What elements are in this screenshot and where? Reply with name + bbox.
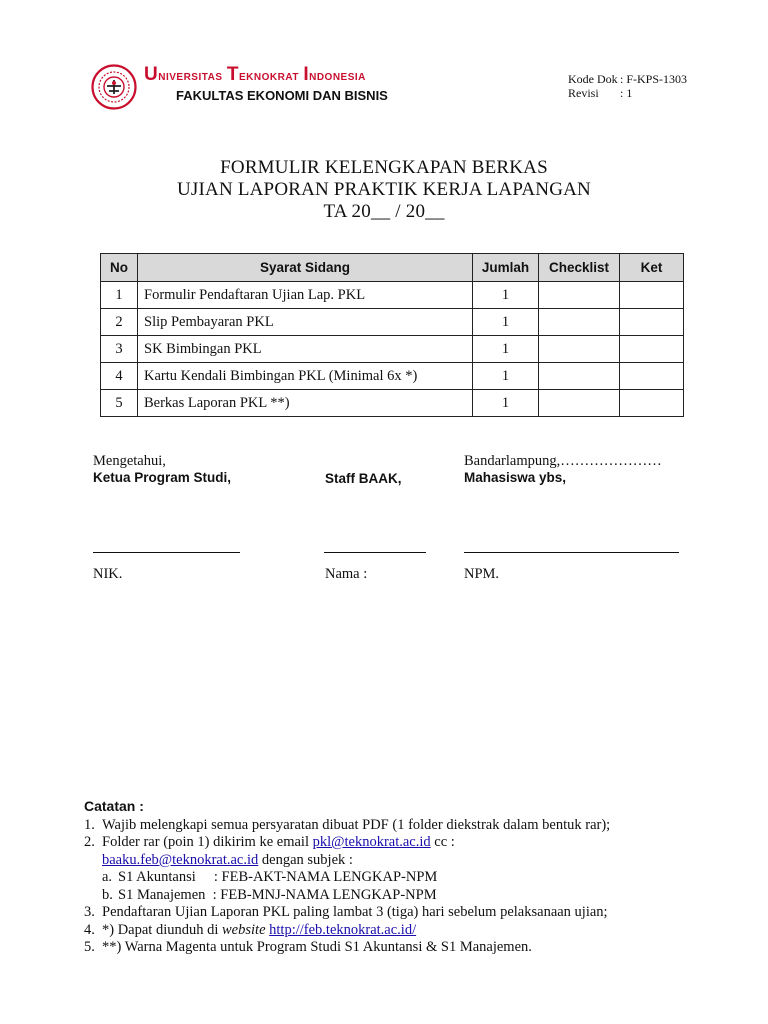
- signature-right-id: NPM.: [464, 566, 500, 582]
- doc-code-value: : F-KPS-1303: [620, 72, 688, 86]
- signature-right-role: Mahasiswa ybs,: [464, 470, 567, 485]
- cell-no: 3: [101, 336, 138, 363]
- cell-ket[interactable]: [620, 309, 684, 336]
- cell-jumlah: 1: [473, 309, 539, 336]
- table-row: [101, 363, 684, 390]
- table-row: [101, 336, 684, 363]
- cell-no: 5: [101, 390, 138, 417]
- faculty-name: FAKULTAS EKONOMI DAN BISNIS: [176, 88, 388, 103]
- table-row: [101, 390, 684, 417]
- email-link-baaku[interactable]: baaku.feb@teknokrat.ac.id: [102, 851, 259, 868]
- list-item: 5. **) Warna Magenta untuk Program Studi S1 Akuntansi & S1 Manajemen.: [84, 939, 532, 955]
- cell-ket[interactable]: [620, 336, 684, 363]
- list-item-continuation: baaku.feb@teknokrat.ac.id dengan subjek :: [102, 851, 353, 868]
- table-row: [101, 309, 684, 336]
- header-checklist: Checklist: [539, 254, 620, 282]
- list-item: 1. Wajib melengkapi semua persyaratan dibuat PDF (1 folder diekstrak dalam bentuk rar);: [84, 816, 611, 833]
- cell-checklist[interactable]: [539, 390, 620, 417]
- cell-no: 2: [101, 309, 138, 336]
- doc-code-label: Kode Dok: [568, 72, 618, 86]
- notes-section: [84, 798, 724, 957]
- list-item: 3. Pendaftaran Ujian Laporan PKL paling lambat 3 (tiga) hari sebelum pelaksanaan ujian;: [84, 904, 608, 920]
- cell-checklist[interactable]: [539, 282, 620, 309]
- cell-ket[interactable]: [620, 390, 684, 417]
- sub-list-item: b. S1 Manajemen : FEB-MNJ-NAMA LENGKAP-NPM: [102, 886, 437, 903]
- university-logo: [91, 64, 137, 110]
- title-line-2: UJIAN LAPORAN PRAKTIK KERJA LAPANGAN: [177, 179, 591, 200]
- title-line-3: TA 20__ / 20__: [323, 201, 445, 222]
- requirements-table: [100, 253, 684, 417]
- title-line-1: FORMULIR KELENGKAPAN BERKAS: [220, 157, 548, 178]
- header-no: No: [101, 254, 138, 282]
- cell-syarat: Berkas Laporan PKL **): [138, 390, 473, 417]
- signature-line-left: [93, 552, 240, 553]
- signature-left-role: Ketua Program Studi,: [93, 470, 232, 485]
- cell-syarat: Kartu Kendali Bimbingan PKL (Minimal 6x *): [138, 363, 473, 390]
- signature-right-intro: Bandarlampung,…………………: [464, 453, 662, 469]
- university-name: Universitas Teknokrat Indonesia: [144, 64, 366, 85]
- cell-no: 1: [101, 282, 138, 309]
- cell-checklist[interactable]: [539, 309, 620, 336]
- cell-jumlah: 1: [473, 282, 539, 309]
- cell-ket[interactable]: [620, 363, 684, 390]
- cell-syarat: Slip Pembayaran PKL: [138, 309, 473, 336]
- revision-label: Revisi: [568, 86, 599, 100]
- header-syarat: Syarat Sidang: [138, 254, 473, 282]
- cell-jumlah: 1: [473, 336, 539, 363]
- cell-syarat: Formulir Pendaftaran Ujian Lap. PKL: [138, 282, 473, 309]
- cell-syarat: SK Bimbingan PKL: [138, 336, 473, 363]
- cell-checklist[interactable]: [539, 336, 620, 363]
- cell-checklist[interactable]: [539, 363, 620, 390]
- signature-middle-id: Nama :: [325, 566, 368, 582]
- cell-no: 4: [101, 363, 138, 390]
- header-ket: Ket: [620, 254, 684, 282]
- list-item: 2. Folder rar (poin 1) dikirim ke email pkl@teknokrat.ac.id cc :: [84, 834, 455, 850]
- header-jumlah: Jumlah: [473, 254, 539, 282]
- signature-line-middle: [324, 552, 426, 553]
- revision-value: : 1: [620, 86, 633, 100]
- table-header-row: [101, 254, 684, 282]
- cell-ket[interactable]: [620, 282, 684, 309]
- email-link-pkl[interactable]: pkl@teknokrat.ac.id: [312, 834, 431, 850]
- list-item: 4. *) Dapat diunduh di website http://feb.teknokrat.ac.id/: [84, 921, 417, 938]
- sub-list-item: a. S1 Akuntansi : FEB-AKT-NAMA LENGKAP-NPM: [102, 869, 438, 885]
- document-info: [568, 72, 687, 100]
- signature-left-intro: Mengetahui,: [93, 453, 166, 469]
- cell-jumlah: 1: [473, 363, 539, 390]
- cell-jumlah: 1: [473, 390, 539, 417]
- signature-left-id: NIK.: [93, 566, 123, 582]
- website-link[interactable]: http://feb.teknokrat.ac.id/: [269, 921, 417, 938]
- notes-heading: Catatan :: [84, 798, 144, 814]
- signature-middle-role: Staff BAAK,: [325, 471, 402, 486]
- signature-line-right: [464, 552, 679, 553]
- form-title: [0, 157, 768, 223]
- table-row: [101, 282, 684, 309]
